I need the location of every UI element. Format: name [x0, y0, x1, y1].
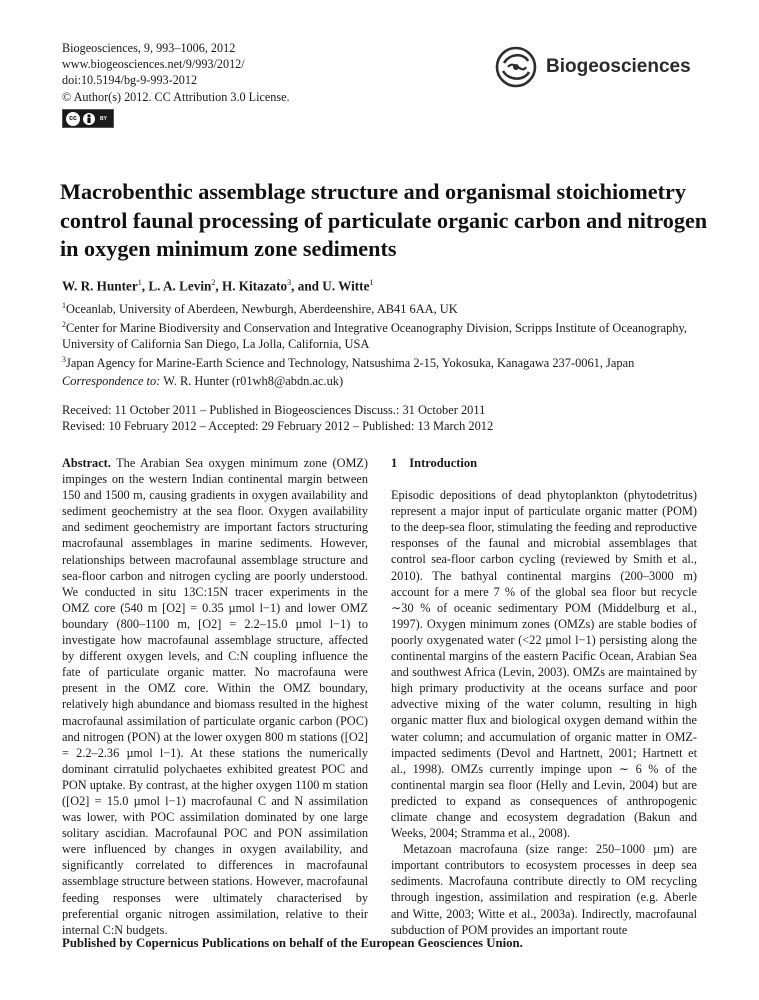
affiliation-number: 2	[62, 320, 66, 330]
correspondence-label: Correspondence to:	[62, 374, 161, 388]
abstract-column	[62, 455, 368, 938]
affiliation-item	[62, 317, 712, 352]
logo-wordmark: Biogeosciences	[546, 56, 691, 77]
revised-accepted-line: Revised: 10 February 2012 – Accepted: 29 February 2012 – Published: 13 March 2012	[62, 419, 494, 433]
abstract-label: Abstract.	[62, 456, 111, 470]
affiliation-text: Oceanlab, University of Aberdeen, Newburgh, Aberdeenshire, AB41 6AA, UK	[66, 302, 458, 317]
author-list	[62, 278, 702, 294]
author-separator: , and	[291, 278, 323, 294]
author-name: U. Witte	[322, 278, 370, 294]
introduction-column	[391, 455, 697, 938]
doi-link[interactable]: doi:10.5194/bg-9-993-2012	[62, 73, 198, 88]
author-name: W. R. Hunter	[62, 278, 138, 294]
body-paragraph: Metazoan macrofauna (size range: 250–1000 µm) are important contributors to ecosystem processes in deep sea sediments. Macrofauna contribute directly to OM recycling through ingestion, assimilation and respiration (e.g. Aberle and Witte, 2003; Witte et al., 2003a). Indirectly, macrofaunal subduction of POM provides an important route	[391, 842, 697, 937]
author-affiliation-mark: 1	[137, 278, 142, 287]
journal-url[interactable]: www.biogeosciences.net/9/993/2012/	[62, 57, 245, 72]
cc-icon: cc	[66, 112, 80, 126]
journal-header	[62, 40, 362, 105]
publication-dates	[62, 402, 702, 434]
section-number: 1	[391, 456, 398, 470]
author-affiliation-mark: 1	[369, 278, 374, 287]
affiliation-number: 1	[62, 301, 66, 310]
body-paragraph: Episodic depositions of dead phytoplankton (phytodetritus) represent a major input of particulate organic matter (POM) to the deep-sea floor, stimulating the feeding and reproductive responses of the faunal and microbial assemblages that control sea-floor carbon cycling (reviewed by Smith et al., 2010). The bathyal continental margins (200–3000 m) account for a mere 7 % of the global sea floor but recycle ∼30 % of oceanic sedimentary POM (Middelburg et al., 1997). Oxygen minimum zones (OMZs) are stable bodies of poorly oxygenated water (<22 µmol l−1) persisting along the continental margins of the eastern Pacific Ocean, Arabian Sea and southwest Africa (Levin, 2003). OMZs are maintained by high primary productivity at the oceans surface and poor advective mixing of the water column, resulting in high organic matter flux and biological oxygen demand within the water column; and accumulation of organic matter in OMZ-impacted sediments (Devol and Hartnett, 2001; Hartnett et al., 1998). OMZs currently impinge upon ∼ 6 % of the continental margin sea floor (Helly and Levin, 2004) but are predicted to expand as consequences of anthropogenic climate change and ecosystem degradation (Bakun and Weeks, 2004; Stramma et al., 2008).	[391, 488, 697, 841]
affiliation-item	[62, 298, 712, 317]
affiliation-text: Center for Marine Biodiversity and Conservation and Integrative Oceanography Division, Scripps Institute of Oceanography, University of California San Diego, La Jolla, California, USA	[62, 321, 687, 352]
affiliation-list	[62, 298, 712, 371]
cc-by-label: BY	[100, 115, 107, 122]
publisher-footer: Published by Copernicus Publications on behalf of the European Geosciences Union.	[62, 936, 523, 950]
correspondence-line	[62, 374, 702, 389]
affiliation-number: 3	[62, 355, 66, 365]
received-published-line: Received: 11 October 2011 – Published in Biogeosciences Discuss.: 31 October 2011	[62, 403, 486, 417]
author-separator: ,	[215, 278, 222, 294]
correspondence-contact[interactable]: W. R. Hunter (r01wh8@abdn.ac.uk)	[163, 374, 344, 388]
author-affiliation-mark: 3	[287, 278, 292, 287]
biogeosciences-logo-icon	[494, 45, 538, 89]
cc-license-badge[interactable]	[62, 109, 114, 128]
abstract-paragraph	[62, 455, 368, 938]
article-title: Macrobenthic assemblage structure and organismal stoichiometry control faunal processing of particulate organic carbon and nitrogen in oxygen minimum zone sediments	[60, 179, 708, 262]
author-name: H. Kitazato	[221, 278, 288, 294]
author-name: L. A. Levin	[148, 278, 212, 294]
author-separator: ,	[141, 278, 149, 294]
affiliation-text: Japan Agency for Marine-Earth Science and Technology, Natsushima 2-15, Yokosuka, Kanagawa 237-0061, Japan	[66, 356, 635, 371]
author-affiliation-mark: 2	[211, 278, 216, 287]
affiliation-item	[62, 352, 712, 371]
journal-logo	[494, 44, 704, 90]
section-heading	[391, 455, 697, 471]
attribution-person-icon	[83, 113, 95, 125]
license-text: © Author(s) 2012. CC Attribution 3.0 License.	[62, 89, 290, 104]
section-title: Introduction	[409, 456, 478, 470]
journal-citation: Biogeosciences, 9, 993–1006, 2012	[62, 41, 236, 55]
abstract-text: The Arabian Sea oxygen minimum zone (OMZ) impinges on the western Indian continental margin between 150 and 1500 m, causing gradients in oxygen availability and sediment geochemistry at the sea floor. Oxygen availability and sediment geochemistry are important factors structuring macrofaunal assemblages in marine sediments. However, relationships between macrofaunal assemblage structure and sea-floor carbon and nitrogen cycling are poorly understood. We conducted in situ 13C:15N tracer experiments in the OMZ core (540 m [O2] = 0.35 µmol l−1) and lower OMZ boundary (800–1100 m, [O2] = 2.2–15.0 µmol l−1) to investigate how macrofaunal assemblage structure, affected by different oxygen levels, and C:N coupling influence the fate of particulate organic matter. No macrofauna were present in the OMZ core. Within the OMZ boundary, relatively high abundance and biomass resulted in the highest macrofaunal assimilation of particulate organic carbon (POC) and nitrogen (PON) at the lower oxygen 800 m stations ([O2] = 2.2–2.36 µmol l−1). At these stations the numerically dominant cirratulid polychaetes exhibited greatest POC and PON uptake. By contrast, at the higher oxygen 1100 m station ([O2] = 15.0 µmol l−1) macrofaunal C and N assimilation was lower, with POC assimilation dominated by one large solitary ascidian. Macrofaunal POC and PON assimilation were influenced by changes in oxygen availability, and significantly correlated to differences in macrofaunal assemblage structure between stations. However, macrofaunal feeding responses were ultimately characterised by preferential organic nitrogen assimilation, relative to their internal C:N budgets.	[62, 456, 368, 937]
